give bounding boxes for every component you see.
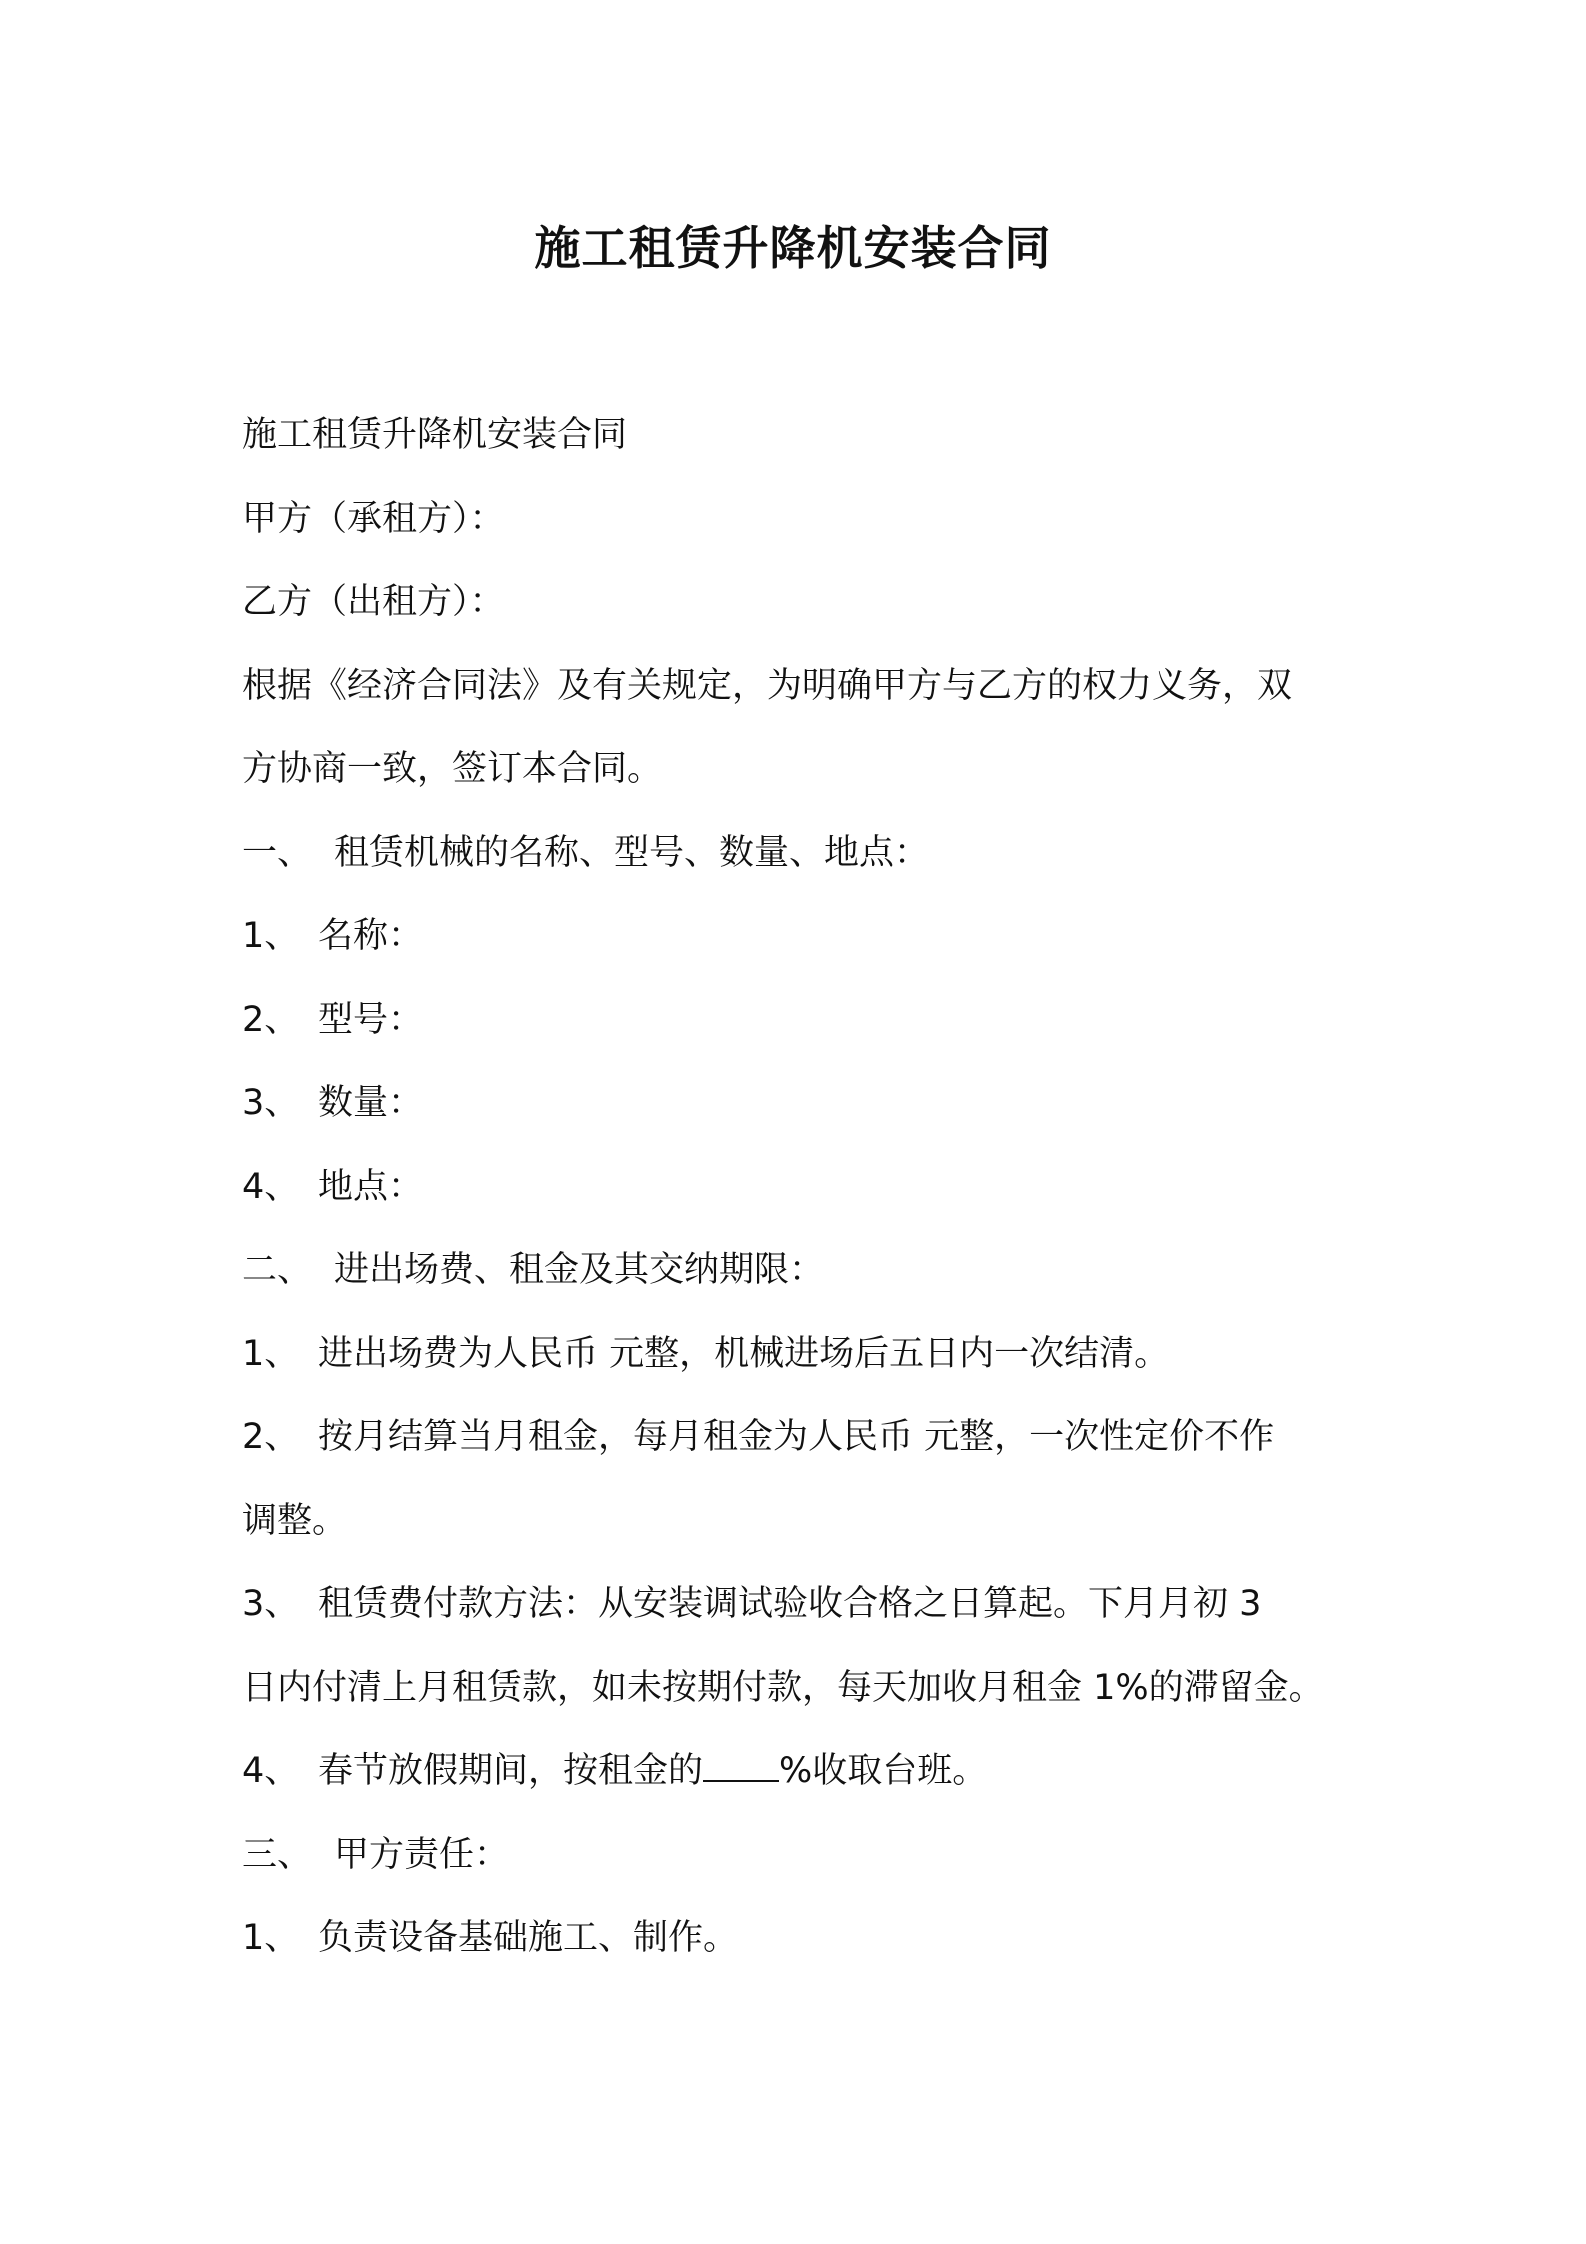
- item-number: 1、: [242, 916, 300, 956]
- item-number: 1、: [242, 1333, 300, 1374]
- item-text: 数量：: [318, 1083, 424, 1123]
- item-number: 1、: [242, 1918, 300, 1958]
- list-item: [242, 1741, 1362, 1825]
- document-body: [242, 405, 1362, 1992]
- item-text-before: 春节放假期间，按租金的: [318, 1751, 704, 1791]
- list-item: [242, 1157, 1362, 1241]
- section-heading-text: 甲方责任：: [334, 1834, 510, 1875]
- section-number: 一、: [242, 832, 313, 873]
- item-number: 2、: [242, 999, 300, 1040]
- item-text: 名称：: [318, 916, 424, 956]
- section-number: 三、: [242, 1834, 313, 1875]
- list-item: [242, 1908, 1362, 1992]
- item-continuation: 日内付清上月租赁款，如未按期付款，每天加收月租金 1%的滞留金。: [242, 1667, 1324, 1708]
- list-item: [242, 906, 1362, 990]
- party-b-line: 乙方（出租方）：: [242, 582, 505, 622]
- party-a-line: 甲方（承租方）：: [242, 498, 505, 539]
- section-2-heading: [242, 1240, 1362, 1324]
- item-text: 地点：: [318, 1166, 424, 1207]
- document-title: 施工租赁升降机安装合同: [534, 221, 1052, 275]
- item-number: 4、: [242, 1751, 300, 1791]
- item-continuation: 调整。: [242, 1500, 348, 1541]
- item-text: 负责设备基础施工、制作。: [318, 1918, 739, 1958]
- preamble-line-2: 方协商一致，签订本合同。: [242, 749, 663, 789]
- item-text: 进出场费为人民币 元整，机械进场后五日内一次结清。: [318, 1333, 1170, 1374]
- section-number: 二、: [242, 1250, 313, 1290]
- section-1-heading: [242, 823, 1362, 907]
- section-heading-text: 进出场费、租金及其交纳期限：: [334, 1250, 825, 1290]
- item-text: 型号：: [318, 999, 424, 1040]
- item-text: 按月结算当月租金，每月租金为人民币 元整，一次性定价不作: [318, 1417, 1275, 1457]
- item-number: 3、: [242, 1584, 300, 1624]
- list-item: [242, 990, 1362, 1074]
- item-number: 2、: [242, 1417, 300, 1457]
- list-item: [242, 1574, 1362, 1658]
- section-3-heading: [242, 1825, 1362, 1909]
- list-item: [242, 1324, 1362, 1408]
- preamble-line-1: 根据《经济合同法》及有关规定，为明确甲方与乙方的权力义务，双: [242, 665, 1293, 706]
- document-subtitle: 施工租赁升降机安装合同: [242, 415, 628, 455]
- item-text-after: %收取台班。: [779, 1751, 988, 1791]
- item-text: 租赁费付款方法：从安装调试验收合格之日算起。下月月初 3: [318, 1584, 1262, 1624]
- fill-in-blank: [703, 1742, 779, 1782]
- list-item: [242, 1073, 1362, 1157]
- list-item: [242, 1407, 1362, 1491]
- section-heading-text: 租赁机械的名称、型号、数量、地点：: [334, 832, 930, 873]
- item-number: 4、: [242, 1166, 300, 1207]
- item-number: 3、: [242, 1083, 300, 1123]
